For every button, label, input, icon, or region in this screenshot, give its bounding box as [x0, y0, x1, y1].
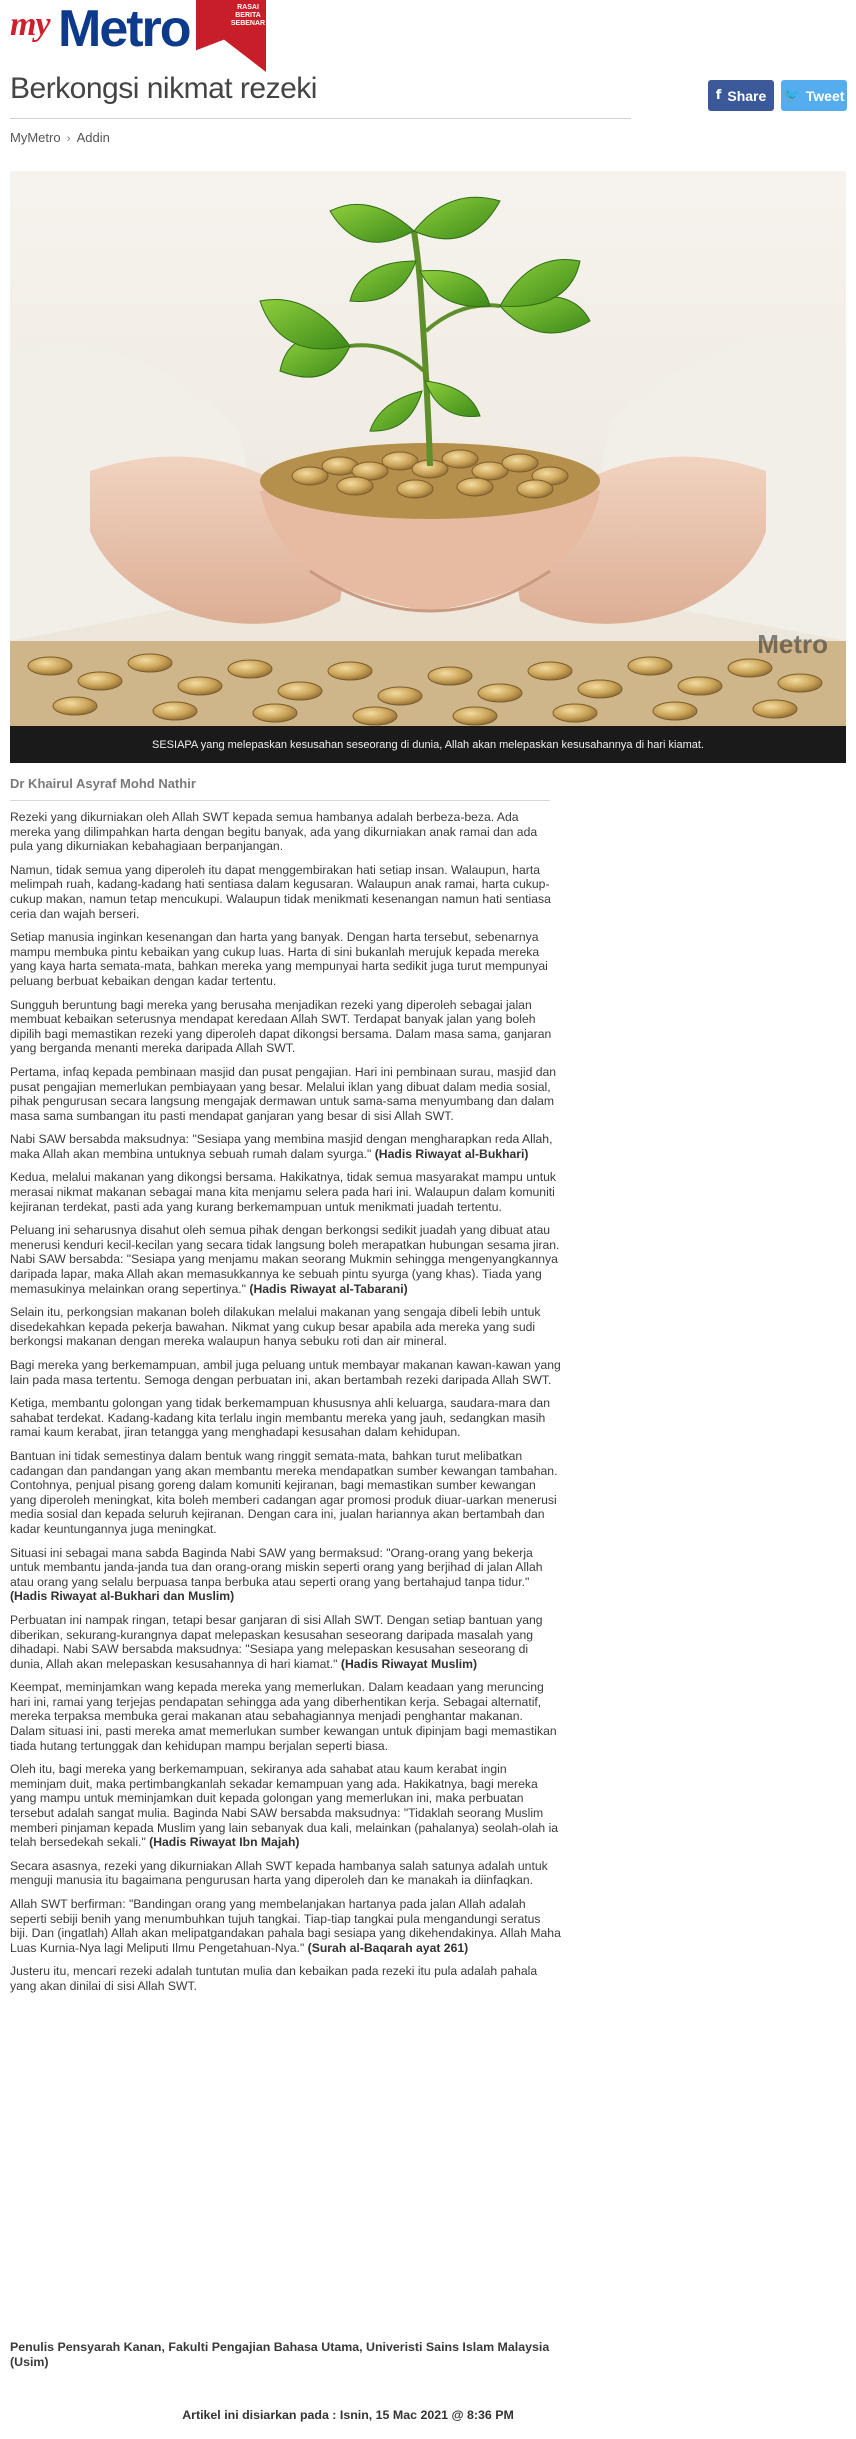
mymetro-logo[interactable] — [10, 0, 266, 72]
article-author: Dr Khairul Asyraf Mohd Nathir — [10, 776, 196, 791]
twitter-tweet-label: Tweet — [805, 87, 845, 104]
logo-metro-text: Metro — [58, 0, 190, 58]
author-bio: Penulis Pensyarah Kanan, Fakulti Pengajian Bahasa Utama, Univeristi Sains Islam Malaysia (Usim) — [10, 2340, 550, 2369]
paragraph: Situasi ini sebagai mana sabda Baginda Nabi SAW yang bermaksud: "Orang-orang yang bekerja untuk membantu janda-janda tua dan orang-orang miskin seperti orang yang berjihad di jalan Allah atau orang yang selalu berpuasa tanpa berbuka atau seperti orang yang bertahajud tanpa tidur." (Hadis Riwayat al-Bukhari dan Muslim) — [10, 1545, 543, 1604]
paragraph: Kedua, melalui makanan yang dikongsi bersama. Hakikatnya, tidak semua masyarakat mampu untuk merasai nikmat makanan sebagai mana kita menjamu selera pada hari ini. Walaupun dalam komuniti kejiranan terdekat, pasti ada yang kurang berkemampuan untuk menikmati juadah tertentu. — [10, 1170, 557, 1214]
paragraph: Namun, tidak semua yang diperoleh itu dapat menggembirakan hati setiap insan. Walaupun, harta melimpah ruah, kadang-kadang hati sentiasa dalam kegusaran. Walaupun anak ramai, harta cukup-cukup makan, namun tetap mencukupi. Walaupun tidak menikmati kesenangan namun hati sentiasa ceria dan wajah berseri. — [10, 862, 551, 921]
hero-illustration — [10, 171, 846, 726]
paragraph: Nabi SAW bersabda maksudnya: "Sesiapa yang membina masjid dengan mengharapkan reda Allah, maka Allah akan membina untuknya sebuah rumah dalam syurga." (Hadis Riwayat al-Bukhari) — [10, 1132, 553, 1161]
paragraph: Bagi mereka yang berkemampuan, ambil juga peluang untuk membayar makanan kawan-kawan yang lain pada masa tertentu. Semoga dengan perbuatan ini, akan bertambah rezeki daripada Allah SWT. — [10, 1358, 561, 1387]
paragraph: Selain itu, perkongsian makanan boleh dilakukan melalui makanan yang sengaja dibeli lebih untuk disedekahkan kepada pekerja bawahan. Nikmat yang cukup besar apabila ada mereka yang sudi berkongsi makanan dengan mereka walaupun hanya sebuku roti dan air mineral. — [10, 1305, 541, 1349]
breadcrumb — [10, 130, 110, 145]
paragraph: Peluang ini seharusnya disahut oleh semua pihak dengan berkongsi sedikit juadah yang dibuat atau menerusi kenduri kecil-kecilan yang secara tidak langsung boleh merapatkan hubungan sesama jiran. Nabi SAW bersabda: "Sesiapa yang menjamu makan seorang Mukmin sehingga mengenyangkannya daripada lapar, maka Allah akan memasukkannya ke sebuah pintu syurga (yang khas). Tiada yang memasukinya melainkan orang sepertinya." (Hadis Riwayat al-Tabarani) — [10, 1223, 560, 1296]
paragraph: Perbuatan ini nampak ringan, tetapi besar ganjaran di sisi Allah SWT. Dengan setiap bantuan yang diberikan, sekurang-kurangnya dapat melepaskan kesusahan seseorang daripada masalah yang dihadapi. Nabi SAW bersabda maksudnya: "Sesiapa yang melepaskan kesusahan seseorang di dunia, Allah akan melepaskan kesusahannya di hari kiamat." (Hadis Riwayat Muslim) — [10, 1612, 543, 1671]
paragraph: Keempat, meminjamkan wang kepada mereka yang memerlukan. Dalam keadaan yang meruncing hari ini, ramai yang terjejas pendapatan sehingga ada yang diberhentikan kerja. Sebagai alternatif, mereka terpaksa membuka gerai makanan atau sebahagiannya menjadi penghantar makanan. Dalam situasi ini, pasti mereka amat memerlukan sumber kewangan untuk dipinjam bagi memastikan tiada hutang tertunggak dan kehidupan mampu berjalan seperti biasa. — [10, 1680, 557, 1753]
logo-tagline: RASAI BERITA SEBENAR — [230, 4, 266, 27]
breadcrumb-item-mymetro[interactable]: MyMetro — [10, 130, 61, 145]
paragraph: Ketiga, membantu golongan yang tidak berkemampuan khususnya ahli keluarga, saudara-mara dan sahabat terdekat. Kadang-kadang kita terlalu ingin membantu mereka yang jauh, sedangkan masih ramai kaum kerabat, jiran tetangga yang menghadapi kesusahan dalam kehidupan. — [10, 1396, 550, 1440]
chevron-right-icon: › — [66, 130, 71, 145]
breadcrumb-item-addin[interactable]: Addin — [76, 130, 110, 145]
paragraph: Justeru itu, mencari rezeki adalah tuntutan mulia dan kebaikan pada rezeki itu pula adalah pahala yang akan dinilai di sisi Allah SWT. — [10, 1964, 538, 1993]
facebook-share-button[interactable] — [708, 80, 774, 111]
facebook-icon: f — [715, 88, 722, 103]
logo-my-text: my — [10, 6, 50, 43]
published-date: Artikel ini disiarkan pada : Isnin, 15 Mac 2021 @ 8:36 PM — [182, 2408, 514, 2422]
twitter-icon: 🐦 — [783, 88, 800, 103]
paragraph: Bantuan ini tidak semestinya dalam bentuk wang ringgit semata-mata, bahkan turut melibatkan cadangan dan pandangan yang akan membantu mereka mendapatkan sumber kewangan tambahan. Contohnya, penjual pisang goreng dalam komuniti kejiranan, bagi memastikan sumber kewangan yang diperoleh meningkat, kita boleh memberi cadangan agar promosi produk diuar-uarkan menerusi media sosial dan kepada seluruh kejiranan. Dengan cara ini, jualan hariannya akan bertambah dan kadar keuntungannya juga meningkat. — [10, 1448, 558, 1536]
author-divider — [10, 800, 550, 801]
hero-watermark: Metro — [757, 629, 828, 659]
paragraph: Allah SWT berfirman: "Bandingan orang yang membelanjakan hartanya pada jalan Allah adalah seperti sebiji benih yang menumbuhkan tujuh tangkai. Tiap-tiap tangkai pula mengandungi seratus biji. Dan (ingatlah) Allah akan melipatgandakan pahala bagi sesiapa yang dikehendakinya. Allah Maha Luas Kurnia-Nya lagi Meliputi Ilmu Pengetahuan-Nya." (Surah al-Baqarah ayat 261) — [10, 1897, 561, 1955]
title-divider — [10, 118, 631, 119]
twitter-tweet-button[interactable] — [781, 80, 847, 111]
paragraph: Rezeki yang dikurniakan oleh Allah SWT kepada semua hambanya adalah berbeza-beza. Ada mereka yang dilimpahkan harta dengan begitu banyak, ada yang dikurniakan anak ramai dan ada pula yang dikurniakan kebahagiaan berpanjangan. — [10, 810, 538, 854]
paragraph: Sungguh beruntung bagi mereka yang berusaha menjadikan rezeki yang diperoleh sebagai jalan membuat kebaikan seterusnya mendapat keredaan Allah SWT. Terdapat banyak jalan yang boleh dipilih bagi memastikan rezeki yang diperoleh dapat dikongsi bersama. Dalam masa sama, ganjaran yang berganda menanti mereka daripada Allah SWT. — [10, 997, 552, 1056]
paragraph: Oleh itu, bagi mereka yang berkemampuan, sekiranya ada sahabat atau kaum kerabat ingin meminjam duit, maka pertimbangkanlah sekadar kemampuan yang ada. Hakikatnya, bagi mereka yang mampu untuk meminjamkan duit kepada golongan yang memerlukan ini, maka perbuatan tersebut adalah sangat mulia. Baginda Nabi SAW bersabda maksudnya: "Tidaklah seorang Muslim memberi pinjaman kepada Muslim yang lain sebanyak dua kali, melainkan (pahalanya) seolah-olah ia telah bersedekah sekali." (Hadis Riwayat Ibn Majah) — [10, 1762, 559, 1850]
article-body — [10, 810, 561, 2003]
paragraph: Secara asasnya, rezeki yang dikurniakan Allah SWT kepada hambanya salah satunya adalah untuk menguji manusia itu bagaimana pengurusan harta yang diperoleh dan ke manakah ia diinfaqkan. — [10, 1858, 548, 1888]
image-caption: SESIAPA yang melepaskan kesusahan seseorang di dunia, Allah akan melepaskan kesusahannya di hari kiamat. — [10, 726, 846, 763]
paragraph: Setiap manusia inginkan kesenangan dan harta yang banyak. Dengan harta tersebut, sebenarnya mampu membuka pintu kebaikan yang cukup luas. Harta di sini bukanlah merujuk kepada mereka yang kaya harta semata-mata, bahkan mereka yang mempunyai harta sedikit juga turut mempunyai peluang berbuat kebaikan dengan kadar tertentu. — [10, 930, 548, 988]
paragraph: Pertama, infaq kepada pembinaan masjid dan pusat pengajian. Hari ini pembinaan surau, masjid dan pusat pengajian memerlukan pembiayaan yang besar. Melalui iklan yang dibuat dalam media sosial, pihak pengurusan secara langsung mengajak dermawan untuk sama-sama menyumbang dan dalam masa sama sumbangan itu pasti mendapat ganjaran yang besar di sisi Allah SWT. — [10, 1064, 557, 1123]
article-title: Berkongsi nikmat rezeki — [10, 72, 317, 105]
facebook-share-label: Share — [727, 87, 767, 104]
hero-image — [10, 171, 846, 726]
